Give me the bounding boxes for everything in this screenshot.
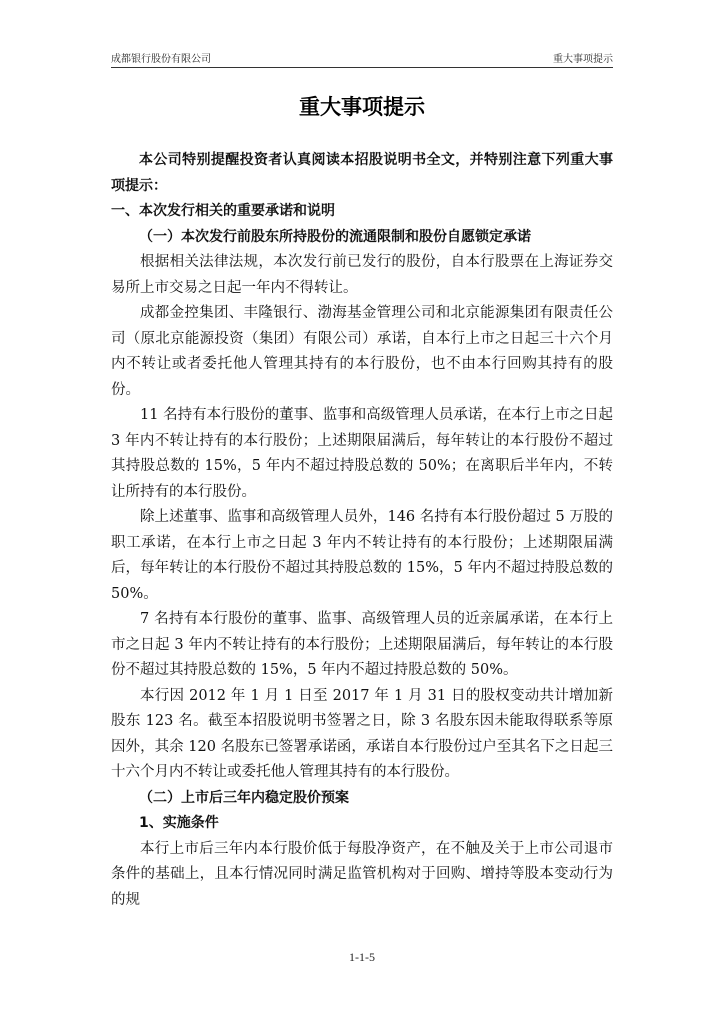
paragraph-directors: 11 名持有本行股份的董事、监事和高级管理人员承诺，在本行上市之日起 3 年内不转让持有的本行股份；上述期限届满后，每年转让的本行股份不超过其持股总数的 15%，5 年内不超过持股总数的 50%；在离职后半年内，不转让所持有的本行股份。	[111, 407, 613, 500]
paragraph-lockup-law: 根据相关法律法规，本次发行前已发行的股份，自本行股票在上海证券交易所上市交易之日起一年内不得转让。	[111, 254, 613, 296]
item-heading-conditions: 1、实施条件	[139, 815, 219, 831]
paragraph-employees: 除上述董事、监事和高级管理人员外，146 名持有本行股份超过 5 万股的职工承诺，在本行上市之日起 3 年内不转让持有的本行股份；上述期限届满后，每年转让的本行股份不超过其持股总数的 15%，5 年内不超过持股总数的 50%。	[111, 509, 613, 602]
page-number: 1-1-5	[349, 950, 375, 964]
paragraph-relatives: 7 名持有本行股份的董事、监事、高级管理人员的近亲属承诺，在本行上市之日起 3 年内不转让持有的本行股份；上述期限届满后，每年转让的本行股份不超过其持股总数的 15%，5 年内不超过持股总数的 50%。	[111, 611, 613, 678]
intro-paragraph: 本公司特别提醒投资者认真阅读本招股说明书全文，并特别注意下列重大事项提示：	[111, 152, 613, 194]
header-section-name: 重大事项提示	[553, 54, 613, 65]
document-body	[111, 148, 613, 913]
paragraph-new-shareholders: 本行因 2012 年 1 月 1 日至 2017 年 1 月 31 日的股权变动共计增加新股东 123 名。截至本招股说明书签署之日，除 3 名股东因未能取得联系等原因外，其余 120 名股东已签署承诺函，承诺自本行股份过户至其名下之日起三十六个月内不转让或委托他人管理其持有的本行股份。	[111, 687, 613, 780]
header-company-name: 成都银行股份有限公司	[111, 54, 211, 65]
subsection-heading-2: （二）上市后三年内稳定股价预案	[139, 789, 349, 806]
section-heading-1: 一、本次发行相关的重要承诺和说明	[111, 203, 335, 219]
page-title: 重大事项提示	[299, 95, 425, 119]
header-divider	[111, 67, 613, 68]
paragraph-major-shareholders: 成都金控集团、丰隆银行、渤海基金管理公司和北京能源集团有限责任公司（原北京能源投资（集团）有限公司）承诺，自本行上市之日起三十六个月内不转让或者委托他人管理其持有的本行股份，也不由本行回购其持有的股份。	[111, 305, 613, 398]
subsection-heading-1: （一）本次发行前股东所持股份的流通限制和股份自愿锁定承诺	[139, 228, 531, 245]
page-header	[111, 50, 613, 66]
paragraph-conditions: 本行上市后三年内本行股价低于每股净资产，在不触及关于上市公司退市条件的基础上，且本行情况同时满足监管机构对于回购、增持等股本变动行为的规	[111, 840, 613, 908]
